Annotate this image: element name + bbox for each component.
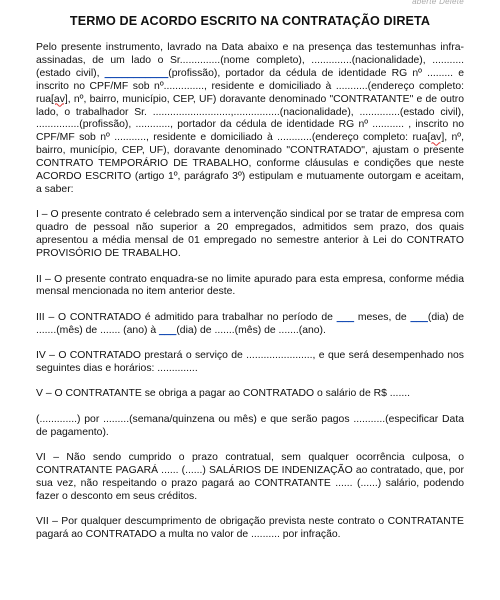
document-body bbox=[36, 42, 464, 555]
clause-7: VII – Por qualquer descumprimento de obrigação prevista neste contrato o CONTRATANTE pagará ao CONTRATADO a multa no valor de .......... por infração. bbox=[36, 516, 464, 541]
start-day-blank[interactable]: ___ bbox=[410, 311, 428, 323]
header-fragment: aberte Delete bbox=[412, 0, 464, 6]
profession-blank[interactable]: ___________ bbox=[104, 67, 169, 79]
clause-6: VI – Não sendo cumprido o prazo contratual, sem qualquer ocorrência culposa, o CONTRATANTE PAGARÁ ...... (......) SALÁRIOS DE INDENIZAÇÃO ao contratado, que, por sua vez, não respeitando o prazo pagará ao CONTRATANTE ...... (......) salário, podendo fazer o desconto em seus créditos. bbox=[36, 452, 464, 502]
intro-text-e: , nº, bairro, município, CEP, UF) doravante denominado "CONTRATANTE" e de outro lado, o trabalhador Sr. ...........................,................(nacionalidade), ..............(estado civil), ...............(profissão), ............, portador da cédula de identidade RG nº ........... , inscrito no CPF/MF sob nº ..........., residente e domiciliado à ............(endereço completo: rua bbox=[36, 93, 464, 144]
clause-3 bbox=[36, 312, 464, 338]
clause-5: V – O CONTRATANTE se obriga a pagar ao CONTRATADO o salário de R$ ....... bbox=[36, 388, 410, 400]
intro-text-c: (profissão), portador da cédula de identidade RG nº ......... e inscrito no CPF/MF sob nº.............., residente e domiciliado à ...........(endereço completo: rua bbox=[36, 67, 464, 105]
clause-3-text-c: meses, de bbox=[354, 311, 411, 323]
intro-text-a: Pelo presente instrumento, lavrado na Data abaixo e na presença das testemunhas infra-assinadas, de um lado o Sr..............(nome completo), ..............(nacionalidade), ...........(estado civil), bbox=[36, 42, 464, 79]
paragraph-intro bbox=[36, 42, 464, 197]
spellcheck-av-2[interactable]: [av] bbox=[427, 132, 445, 144]
months-blank[interactable]: ___ bbox=[336, 311, 355, 323]
end-day-blank[interactable]: ___ bbox=[159, 324, 177, 336]
clause-3-text-e: (dia) de .......(mês) de ....... (ano) à bbox=[36, 311, 465, 336]
document-title: TERMO DE ACORDO ESCRITO NA CONTRATAÇÃO DIRETA bbox=[69, 14, 431, 28]
clause-3-text-g: (dia) de .......(mês) de .......(ano). bbox=[176, 324, 326, 336]
intro-text-g: , nº, bairro, município, CEP, UF), doravante denominado "CONTRATADO", ajustam o presente CONTRATO TEMPORÁRIO DE TRABALHO, conforme cláusulas e condições que neste ACORDO ESCRITO (artigo 1º, parágrafo 3º) estipulam e mutuamente outorgam e aceitam, a saber: bbox=[36, 132, 464, 195]
clause-1: I – O presente contrato é celebrado sem a intervenção sindical por se tratar de empresa com quadro de pessoal não superior a 20 empregados, admitidos sem prazo, dos quais apresentou a média mensal de 01 empregado no semestre anterior à Lei do CONTRATO PROVISÓRIO DE TRABALHO. bbox=[36, 209, 464, 260]
clause-3-text-a: III – O CONTRATADO é admitido para trabalhar no período de bbox=[36, 311, 337, 323]
spellcheck-av-1[interactable]: [av] bbox=[51, 93, 68, 105]
clause-2: II – O presente contrato enquadra-se no limite apurado para esta empresa, conforme média mensal mencionada no item anterior deste. bbox=[36, 273, 464, 298]
clause-5-continued: (.............) por .........(semana/quinzena ou mês) e que serão pagos ...........(especificar Data de pagamento). bbox=[36, 413, 464, 438]
clause-4: IV – O CONTRATADO prestará o serviço de ......................., e que será desempenhado nos seguintes dias e horários: .............. bbox=[36, 350, 464, 375]
